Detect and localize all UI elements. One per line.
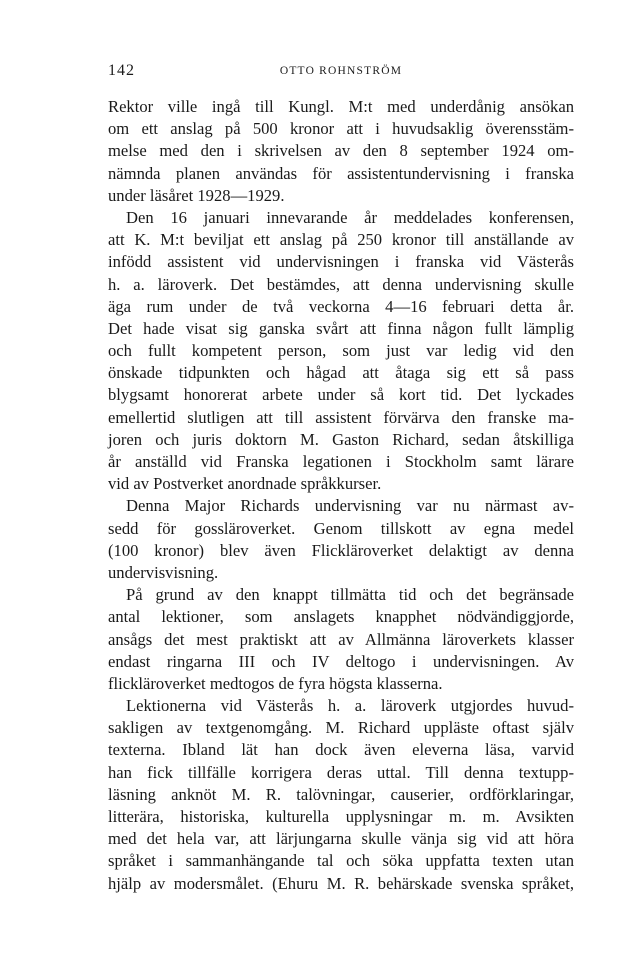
text-line: h. a. läroverk. Det bestämdes, att denna undervisning skulle <box>108 274 574 294</box>
text-line: sedd för gossläroverket. Genom tillskott av egna medel <box>108 518 574 538</box>
text-line: hjälp av modersmålet. (Ehuru M. R. behärskade svenska språket, <box>108 873 574 893</box>
text-line: undervisvisning. <box>108 562 219 582</box>
text-line: Det hade visat sig ganska svårt att finna någon fullt lämplig <box>108 318 574 338</box>
text-line: nämnda planen användas för assistentundervisning i franska <box>108 163 574 183</box>
page-number: 142 <box>108 62 135 79</box>
text-line: sakligen av textgenomgång. M. Richard uppläste oftast själv <box>108 718 574 738</box>
text-line: texterna. Ibland lät han dock även eleverna läsa, varvid <box>108 740 574 760</box>
text-line: infödd assistent vid undervisningen i franska vid Västerås <box>108 252 574 272</box>
running-head: OTTO ROHNSTRÖM <box>279 65 403 77</box>
text-line: emellertid slutligen att till assistent förvärva den franske ma- <box>108 407 574 427</box>
text-line: melse med den i skrivelsen av den 8 september 1924 om- <box>108 141 574 161</box>
text-line: blygsamt honorerat arbete under så kort tid. Det lyckades <box>108 385 574 405</box>
text-line: vid av Postverket anordnade språkkurser. <box>108 474 382 494</box>
text-line: läsning anknöt M. R. talövningar, causerier, ordförklaringar, <box>108 784 574 804</box>
text-line: önskade tidpunkten och hågad att åtaga sig ett så pass <box>108 363 574 383</box>
text-line: På grund av den knappt tillmätta tid och det begränsade <box>126 585 574 605</box>
text-line: med det hela var, att lärjungarna skulle vänja sig vid att höra <box>108 829 574 849</box>
text-line: (100 kronor) blev även Flickläroverket delaktigt av denna <box>108 540 574 560</box>
text-line: och fullt kompetent person, som just var ledig vid den <box>108 341 574 361</box>
text-line: språket i sammanhängande tal och söka uppfatta texten utan <box>108 851 574 871</box>
text-line: endast ringarna III och IV deltogo i undervisningen. Av <box>108 651 574 671</box>
text-line: ansågs det mest praktiskt att av Allmänna läroverkets klasser <box>108 629 574 649</box>
text-line: under läsåret 1928—1929. <box>108 185 285 205</box>
text-line: litterära, historiska, kulturella upplysningar m. m. Avsikten <box>108 807 574 826</box>
text-line: att K. M:t beviljat ett anslag på 250 kronor till anställande av <box>108 230 574 250</box>
text-line: Rektor ville ingå till Kungl. M:t med underdånig ansökan <box>108 97 574 116</box>
text-line: äga rum under de två veckorna 4—16 februari detta år. <box>108 296 574 316</box>
text-line: Lektionerna vid Västerås h. a. läroverk utgjordes huvud- <box>126 696 574 716</box>
text-line: Denna Major Richards undervisning var nu närmast av- <box>126 496 574 516</box>
text-line: år anställd vid Franska legationen i Stockholm samt lärare <box>108 452 574 471</box>
text-line: han fick tillfälle korrigera deras uttal. Till denna textupp- <box>108 762 574 782</box>
text-line: antal lektioner, som anslagets knapphet nödvändiggjorde, <box>108 607 574 627</box>
page-header <box>108 62 574 84</box>
text-line: flickläroverket medtogos de fyra högsta klasserna. <box>108 673 443 693</box>
text-line: Den 16 januari innevarande år meddelades konferensen, <box>126 207 574 227</box>
body-text <box>108 96 574 895</box>
text-line: om ett anslag på 500 kronor att i huvudsaklig överensstäm- <box>108 119 574 139</box>
text-line: joren och juris doktorn M. Gaston Richard, sedan åtskilliga <box>108 429 574 449</box>
